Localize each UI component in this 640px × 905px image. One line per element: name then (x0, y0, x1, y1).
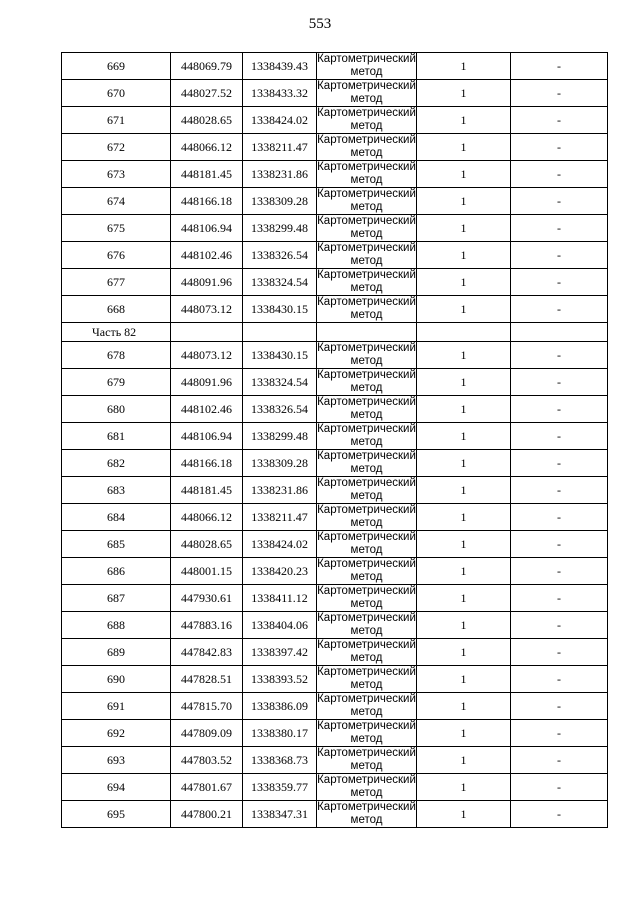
note-cell: - (511, 585, 608, 612)
table-row (62, 80, 608, 107)
method-cell (317, 693, 417, 720)
table-row (62, 242, 608, 269)
table-row (62, 269, 608, 296)
method-cell (317, 296, 417, 323)
method-text: Картометрический метод (317, 296, 416, 321)
method-cell (317, 450, 417, 477)
x-coordinate-cell: 447828.51 (171, 666, 243, 693)
precision-cell: 1 (417, 369, 511, 396)
precision-cell: 1 (417, 161, 511, 188)
precision-cell: 1 (417, 242, 511, 269)
method-cell (317, 531, 417, 558)
y-coordinate-cell: 1338326.54 (243, 396, 317, 423)
note-cell: - (511, 450, 608, 477)
method-cell (317, 774, 417, 801)
method-cell (317, 342, 417, 369)
y-coordinate-cell: 1338359.77 (243, 774, 317, 801)
table-row (62, 531, 608, 558)
x-coordinate-cell: 448028.65 (171, 531, 243, 558)
note-cell: - (511, 369, 608, 396)
point-number-cell: 670 (62, 80, 171, 107)
method-text: Картометрический метод (317, 188, 416, 213)
x-coordinate-cell: 447842.83 (171, 639, 243, 666)
note-cell: - (511, 188, 608, 215)
note-cell: - (511, 774, 608, 801)
y-coordinate-cell: 1338424.02 (243, 531, 317, 558)
y-coordinate-cell: 1338420.23 (243, 558, 317, 585)
x-coordinate-cell: 448066.12 (171, 504, 243, 531)
table-row (62, 215, 608, 242)
table-row (62, 477, 608, 504)
x-coordinate-cell: 448106.94 (171, 423, 243, 450)
table-row (62, 134, 608, 161)
point-number-cell: 692 (62, 720, 171, 747)
note-cell: - (511, 80, 608, 107)
precision-cell: 1 (417, 215, 511, 242)
precision-cell: 1 (417, 558, 511, 585)
y-coordinate-cell: 1338439.43 (243, 53, 317, 80)
table-row (62, 639, 608, 666)
x-coordinate-cell: 447801.67 (171, 774, 243, 801)
x-coordinate-cell: 448073.12 (171, 296, 243, 323)
precision-cell: 1 (417, 666, 511, 693)
x-coordinate-cell: 448181.45 (171, 161, 243, 188)
precision-cell: 1 (417, 188, 511, 215)
table-row (62, 53, 608, 80)
point-number-cell: 694 (62, 774, 171, 801)
point-number-cell: 679 (62, 369, 171, 396)
method-cell (317, 369, 417, 396)
method-text: Картометрический метод (317, 80, 416, 105)
note-cell: - (511, 531, 608, 558)
table-row (62, 342, 608, 369)
precision-cell: 1 (417, 612, 511, 639)
table-body-after (62, 342, 608, 828)
table-body-part (62, 323, 608, 342)
method-text: Картометрический метод (317, 107, 416, 132)
table-row (62, 666, 608, 693)
method-cell (317, 477, 417, 504)
x-coordinate-cell: 448027.52 (171, 80, 243, 107)
method-text: Картометрический метод (317, 369, 416, 394)
note-cell: - (511, 342, 608, 369)
table-row (62, 558, 608, 585)
note-cell: - (511, 639, 608, 666)
part-row (62, 323, 608, 342)
method-cell (317, 666, 417, 693)
method-cell (317, 396, 417, 423)
y-coordinate-cell: 1338368.73 (243, 747, 317, 774)
y-coordinate-cell: 1338211.47 (243, 134, 317, 161)
method-text: Картометрический метод (317, 720, 416, 745)
method-cell (317, 269, 417, 296)
note-cell: - (511, 423, 608, 450)
y-coordinate-cell: 1338386.09 (243, 693, 317, 720)
method-text: Картометрический метод (317, 423, 416, 448)
coordinates-table (61, 52, 608, 828)
method-text: Картометрический метод (317, 585, 416, 610)
method-cell (317, 423, 417, 450)
note-cell: - (511, 612, 608, 639)
table-row (62, 747, 608, 774)
precision-cell: 1 (417, 80, 511, 107)
point-number-cell: 681 (62, 423, 171, 450)
table-row (62, 504, 608, 531)
point-number-cell: 677 (62, 269, 171, 296)
point-number-cell: 693 (62, 747, 171, 774)
table-row (62, 693, 608, 720)
note-cell: - (511, 666, 608, 693)
part-label: Часть 82 (62, 323, 171, 342)
point-number-cell: 680 (62, 396, 171, 423)
note-cell: - (511, 161, 608, 188)
method-text: Картометрический метод (317, 774, 416, 799)
y-coordinate-cell: 1338380.17 (243, 720, 317, 747)
x-coordinate-cell: 447800.21 (171, 801, 243, 828)
point-number-cell: 688 (62, 612, 171, 639)
x-coordinate-cell: 448181.45 (171, 477, 243, 504)
x-coordinate-cell: 448001.15 (171, 558, 243, 585)
method-cell (317, 215, 417, 242)
x-coordinate-cell: 448091.96 (171, 269, 243, 296)
precision-cell: 1 (417, 134, 511, 161)
y-coordinate-cell: 1338299.48 (243, 215, 317, 242)
method-text: Картометрический метод (317, 747, 416, 772)
method-text: Картометрический метод (317, 801, 416, 826)
x-coordinate-cell: 448106.94 (171, 215, 243, 242)
precision-cell: 1 (417, 107, 511, 134)
method-text: Картометрический метод (317, 396, 416, 421)
method-text: Картометрический метод (317, 161, 416, 186)
precision-cell: 1 (417, 450, 511, 477)
note-cell: - (511, 801, 608, 828)
y-coordinate-cell: 1338324.54 (243, 369, 317, 396)
y-coordinate-cell: 1338397.42 (243, 639, 317, 666)
x-coordinate-cell: 448069.79 (171, 53, 243, 80)
method-cell (317, 720, 417, 747)
note-cell: - (511, 396, 608, 423)
method-cell (317, 612, 417, 639)
table-row (62, 161, 608, 188)
empty-cell (417, 323, 511, 342)
point-number-cell: 689 (62, 639, 171, 666)
point-number-cell: 672 (62, 134, 171, 161)
y-coordinate-cell: 1338393.52 (243, 666, 317, 693)
y-coordinate-cell: 1338299.48 (243, 423, 317, 450)
point-number-cell: 674 (62, 188, 171, 215)
method-cell (317, 558, 417, 585)
note-cell: - (511, 269, 608, 296)
x-coordinate-cell: 448073.12 (171, 342, 243, 369)
table-row (62, 423, 608, 450)
note-cell: - (511, 134, 608, 161)
note-cell: - (511, 242, 608, 269)
y-coordinate-cell: 1338404.06 (243, 612, 317, 639)
x-coordinate-cell: 447803.52 (171, 747, 243, 774)
precision-cell: 1 (417, 720, 511, 747)
method-text: Картометрический метод (317, 531, 416, 556)
y-coordinate-cell: 1338411.12 (243, 585, 317, 612)
y-coordinate-cell: 1338347.31 (243, 801, 317, 828)
note-cell: - (511, 107, 608, 134)
method-cell (317, 585, 417, 612)
precision-cell: 1 (417, 269, 511, 296)
y-coordinate-cell: 1338430.15 (243, 342, 317, 369)
note-cell: - (511, 504, 608, 531)
y-coordinate-cell: 1338309.28 (243, 450, 317, 477)
point-number-cell: 682 (62, 450, 171, 477)
x-coordinate-cell: 447809.09 (171, 720, 243, 747)
method-text: Картометрический метод (317, 504, 416, 529)
point-number-cell: 671 (62, 107, 171, 134)
point-number-cell: 668 (62, 296, 171, 323)
table-row (62, 720, 608, 747)
empty-cell (243, 323, 317, 342)
method-text: Картометрический метод (317, 558, 416, 583)
method-text: Картометрический метод (317, 639, 416, 664)
method-cell (317, 504, 417, 531)
x-coordinate-cell: 448102.46 (171, 242, 243, 269)
empty-cell (171, 323, 243, 342)
x-coordinate-cell: 448166.18 (171, 450, 243, 477)
note-cell: - (511, 477, 608, 504)
page-number: 553 (308, 16, 332, 32)
x-coordinate-cell: 448091.96 (171, 369, 243, 396)
table-body-before (62, 53, 608, 323)
table-row (62, 450, 608, 477)
table-row (62, 396, 608, 423)
method-cell (317, 134, 417, 161)
point-number-cell: 690 (62, 666, 171, 693)
point-number-cell: 687 (62, 585, 171, 612)
method-text: Картометрический метод (317, 242, 416, 267)
point-number-cell: 669 (62, 53, 171, 80)
table-row (62, 369, 608, 396)
note-cell: - (511, 693, 608, 720)
x-coordinate-cell: 447930.61 (171, 585, 243, 612)
method-text: Картометрический метод (317, 53, 416, 78)
method-cell (317, 242, 417, 269)
method-cell (317, 747, 417, 774)
y-coordinate-cell: 1338430.15 (243, 296, 317, 323)
precision-cell: 1 (417, 801, 511, 828)
note-cell: - (511, 747, 608, 774)
empty-cell (511, 323, 608, 342)
precision-cell: 1 (417, 342, 511, 369)
point-number-cell: 683 (62, 477, 171, 504)
note-cell: - (511, 558, 608, 585)
precision-cell: 1 (417, 477, 511, 504)
precision-cell: 1 (417, 296, 511, 323)
precision-cell: 1 (417, 693, 511, 720)
x-coordinate-cell: 448066.12 (171, 134, 243, 161)
method-cell (317, 80, 417, 107)
point-number-cell: 678 (62, 342, 171, 369)
y-coordinate-cell: 1338433.32 (243, 80, 317, 107)
precision-cell: 1 (417, 639, 511, 666)
x-coordinate-cell: 448028.65 (171, 107, 243, 134)
method-text: Картометрический метод (317, 693, 416, 718)
table-row (62, 612, 608, 639)
y-coordinate-cell: 1338231.86 (243, 477, 317, 504)
y-coordinate-cell: 1338231.86 (243, 161, 317, 188)
table-row (62, 585, 608, 612)
x-coordinate-cell: 447883.16 (171, 612, 243, 639)
y-coordinate-cell: 1338324.54 (243, 269, 317, 296)
precision-cell: 1 (417, 396, 511, 423)
method-cell (317, 801, 417, 828)
precision-cell: 1 (417, 531, 511, 558)
point-number-cell: 685 (62, 531, 171, 558)
note-cell: - (511, 720, 608, 747)
point-number-cell: 676 (62, 242, 171, 269)
precision-cell: 1 (417, 53, 511, 80)
table-row (62, 774, 608, 801)
y-coordinate-cell: 1338326.54 (243, 242, 317, 269)
method-text: Картометрический метод (317, 342, 416, 367)
y-coordinate-cell: 1338309.28 (243, 188, 317, 215)
note-cell: - (511, 296, 608, 323)
method-text: Картометрический метод (317, 450, 416, 475)
method-cell (317, 188, 417, 215)
y-coordinate-cell: 1338424.02 (243, 107, 317, 134)
table-row (62, 801, 608, 828)
empty-cell (317, 323, 417, 342)
method-cell (317, 53, 417, 80)
table-row (62, 296, 608, 323)
method-text: Картометрический метод (317, 666, 416, 691)
point-number-cell: 691 (62, 693, 171, 720)
method-cell (317, 639, 417, 666)
table-row (62, 188, 608, 215)
point-number-cell: 675 (62, 215, 171, 242)
point-number-cell: 695 (62, 801, 171, 828)
note-cell: - (511, 215, 608, 242)
point-number-cell: 684 (62, 504, 171, 531)
method-text: Картометрический метод (317, 612, 416, 637)
x-coordinate-cell: 447815.70 (171, 693, 243, 720)
method-text: Картометрический метод (317, 215, 416, 240)
x-coordinate-cell: 448166.18 (171, 188, 243, 215)
precision-cell: 1 (417, 774, 511, 801)
note-cell: - (511, 53, 608, 80)
method-text: Картометрический метод (317, 134, 416, 159)
precision-cell: 1 (417, 423, 511, 450)
method-cell (317, 161, 417, 188)
precision-cell: 1 (417, 585, 511, 612)
table-row (62, 107, 608, 134)
point-number-cell: 673 (62, 161, 171, 188)
precision-cell: 1 (417, 747, 511, 774)
method-cell (317, 107, 417, 134)
x-coordinate-cell: 448102.46 (171, 396, 243, 423)
method-text: Картометрический метод (317, 477, 416, 502)
precision-cell: 1 (417, 504, 511, 531)
point-number-cell: 686 (62, 558, 171, 585)
y-coordinate-cell: 1338211.47 (243, 504, 317, 531)
method-text: Картометрический метод (317, 269, 416, 294)
